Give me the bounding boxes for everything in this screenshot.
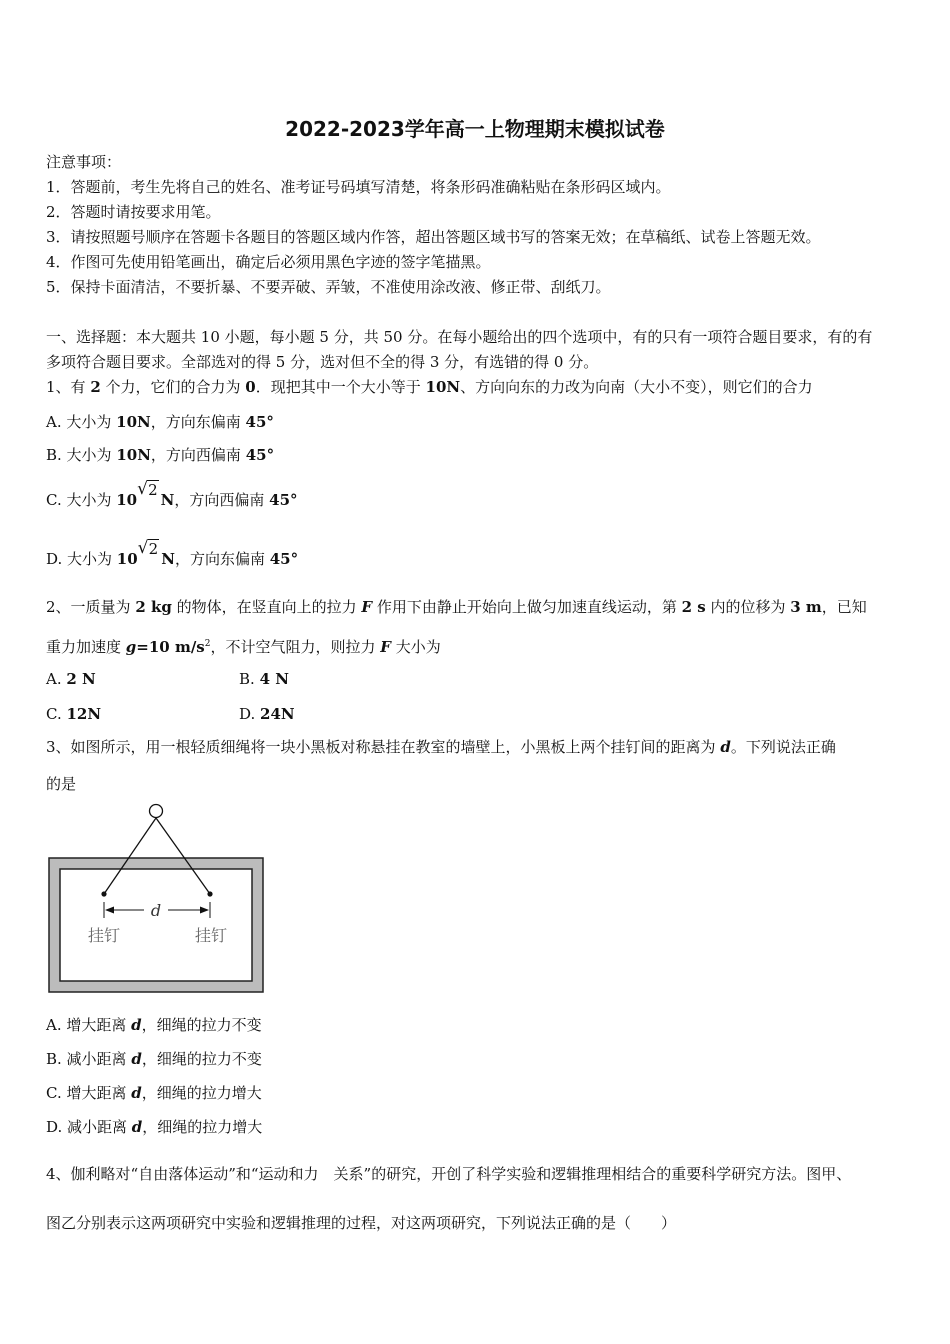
q3-stem-line-2: 的是	[46, 775, 77, 793]
q1-option-b: B. 大小为 10N，方向西偏南 45°	[46, 446, 275, 464]
nail-left	[101, 891, 106, 896]
notice-item-1: 1．答题前，考生先将自己的姓名、准考证号码填写清楚，将条形码准确粘贴在条形码区域内。	[46, 178, 671, 196]
fig-nail-label-right: 挂钉	[194, 926, 228, 945]
q1-option-c: C. 大小为 10√ 2N，方向西偏南 45°	[46, 490, 298, 510]
blackboard-figure	[46, 798, 266, 996]
sqrt-symbol: √ 2	[140, 539, 160, 559]
q1-option-d: D. 大小为 10√ 2N，方向东偏南 45°	[46, 549, 298, 569]
section-intro-line-2: 多项符合题目要求。全部选对的得 5 分，选对但不全的得 3 分，有选错的得 0 分。	[46, 353, 599, 371]
q1-stem: 1、有 2 个力，它们的合力为 0．现把其中一个大小等于 10N、方向向东的力改为向南（大小不变），则它们的合力	[46, 378, 813, 396]
q3-option-d: D. 减小距离 d，细绳的拉力增大	[46, 1118, 263, 1136]
notice-item-5: 5．保持卡面清洁，不要折暴、不要弄破、弄皱，不准使用涂改液、修正带、刮纸刀。	[46, 278, 611, 296]
q2-stem-line-1: 2、一质量为 2 kg 的物体，在竖直向上的拉力 F 作用下由静止开始向上做匀加速直线运动，第 2 s 内的位移为 3 m，已知	[46, 598, 867, 616]
sqrt-symbol: √ 2	[139, 480, 159, 500]
notice-item-3: 3．请按照题号顺序在答题卡各题目的答题区域内作答，超出答题区域书写的答案无效；在草稿纸、试卷上答题无效。	[46, 228, 821, 246]
q4-stem-line-2: 图乙分别表示这两项研究中实验和逻辑推理的过程，对这两项研究，下列说法正确的是（ ）	[46, 1214, 677, 1232]
q2-option-d: D. 24N	[239, 705, 295, 723]
fig-nail-label-left: 挂钉	[87, 926, 121, 945]
hanging-ring	[150, 805, 163, 818]
fig-d-label: d	[150, 901, 162, 920]
nail-right	[207, 891, 212, 896]
q2-option-c: C. 12N	[46, 705, 102, 723]
notice-item-4: 4．作图可先使用铅笔画出，确定后必须用黑色字迹的签字笔描黑。	[46, 253, 491, 271]
q3-option-c: C. 增大距离 d，细绳的拉力增大	[46, 1084, 262, 1102]
q3-option-b: B. 减小距离 d，细绳的拉力不变	[46, 1050, 262, 1068]
section-intro-line-1: 一、选择题：本大题共 10 小题，每小题 5 分，共 50 分。在每小题给出的四个选项中，有的只有一项符合题目要求，有的有	[46, 328, 873, 346]
q1-option-a: A. 大小为 10N，方向东偏南 45°	[46, 413, 274, 431]
board-surface	[60, 869, 252, 981]
q3-stem-line-1: 3、如图所示，用一根轻质细绳将一块小黑板对称悬挂在教室的墙壁上，小黑板上两个挂钉间的距离为 d。下列说法正确	[46, 738, 836, 756]
q2-option-b: B. 4 N	[239, 670, 289, 688]
page-title: 2022-2023学年高一上物理期末模拟试卷	[285, 117, 665, 141]
q4-stem-line-1: 4、伽利略对“自由落体运动”和“运动和力 关系”的研究，开创了科学实验和逻辑推理相结合的重要科学研究方法。图甲、	[46, 1165, 852, 1183]
q2-stem-line-2: 重力加速度 g=10 $m/s^2$，不计空气阻力，则拉力 F 大小为	[46, 638, 441, 656]
notice-heading: 注意事项：	[46, 153, 122, 171]
q3-option-a: A. 增大距离 d，细绳的拉力不变	[46, 1016, 262, 1034]
q2-option-a: A. 2 N	[46, 670, 96, 688]
notice-item-2: 2．答题时请按要求用笔。	[46, 203, 221, 221]
